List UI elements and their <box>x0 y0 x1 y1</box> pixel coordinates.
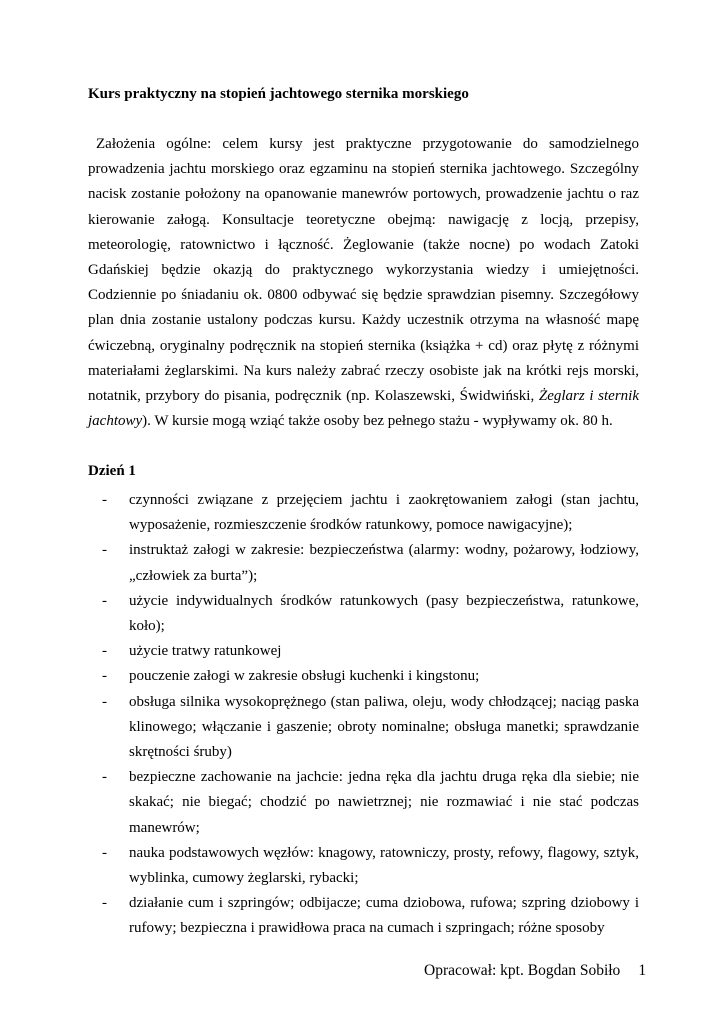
list-item <box>88 891 639 941</box>
intro-paragraph <box>88 132 639 434</box>
list-item-text: użycie indywidualnych środków ratunkowych (pasy bezpieczeństwa, ratunkowe, koło); <box>129 592 639 635</box>
bullet-dash: - <box>102 895 107 912</box>
list-item-text: instruktaż załogi w zakresie: bezpieczeństwa (alarmy: wodny, pożarowy, łodziowy, „człowiek za burta”); <box>129 542 639 584</box>
bullet-dash: - <box>102 668 107 685</box>
list-item-text: obsługa silnika wysokoprężnego (stan paliwa, oleju, wody chłodzącej; naciąg paska klinowego; włączanie i gaszenie; obroty nominalne; obsługa manetki; sprawdzanie skrętności śruby) <box>129 693 639 761</box>
page-footer <box>424 962 646 980</box>
bullet-dash: - <box>102 693 107 710</box>
bullet-dash: - <box>102 844 107 861</box>
list-item <box>88 841 639 891</box>
list-item-text: czynności związane z przejęciem jachtu i zaokrętowaniem załogi (stan jachtu, wyposażenie, rozmieszczenie środków ratunkowy, pomoce nawigacyjne); <box>129 492 639 534</box>
list-item-text: nauka podstawowych węzłów: knagowy, ratowniczy, prosty, refowy, flagowy, sztyk, wyblinka, cumowy żeglarski, rybacki; <box>129 844 639 887</box>
list-item <box>88 488 639 538</box>
bullet-dash: - <box>102 492 107 508</box>
book-title: Żeglarz i sternik jachtowy <box>88 388 639 430</box>
page-number: 1 <box>638 962 647 979</box>
document-title: Kurs praktyczny na stopień jachtowego sternika morskiego <box>88 86 469 102</box>
bullet-dash: - <box>102 643 107 660</box>
list-item <box>88 690 639 766</box>
bullet-dash: - <box>102 769 107 786</box>
intro-text: Założenia ogólne: celem kursy jest praktyczne przygotowanie do samodzielnego prowadzenia jachtu morskiego oraz egzaminu na stopień sternika jachtowego. Szczególny nacisk zostanie położony na opanowanie manewrów portowych, prowadzenie jachtu o raz kierowanie załogą. Konsultacje teoretyczne obejmą: nawigację z locją, przepisy, meteorologię, ratownictwo i łączność. Żeglowanie (także nocne) po wodach Zatoki Gdańskiej będzie okazją do praktycznego wykorzystania wiedzy i umiejętności. Codziennie po śniadaniu ok. 0800 odbywać się będzie sprawdzian pisemny. Szczegółowy plan dnia zostanie ustalony podczas kursu. Każdy uczestnik otrzyma na własność mapę ćwiczebną, oryginalny podręcznik na stopień sternika (książka + cd) oraz płytę z różnymi materiałami żeglarskimi. Na kurs należy zabrać rzeczy osobiste jak na krótki rejs morski, notatnik, przybory do pisania, podręcznik (np. Kolaszewski, Świdwiński, <box>88 136 639 405</box>
day-1-heading: Dzień 1 <box>88 463 136 479</box>
bullet-dash: - <box>102 542 107 559</box>
list-item-text: użycie tratwy ratunkowej <box>129 643 282 660</box>
list-item <box>88 765 639 841</box>
list-item <box>88 639 639 664</box>
bullet-dash: - <box>102 592 107 609</box>
list-item-text: pouczenie załogi w zakresie obsługi kuchenki i kingstonu; <box>129 668 480 685</box>
day-1-list <box>88 488 639 942</box>
footer-author: Opracował: kpt. Bogdan Sobiło <box>424 962 621 979</box>
intro-text-end: ). W kursie mogą wziąć także osoby bez pełnego stażu - wypływamy ok. 80 h. <box>142 413 613 430</box>
list-item-text: działanie cum i szpringów; odbijacze; cuma dziobowa, rufowa; szpring dziobowy i rufowy; bezpieczna i prawidłowa praca na cumach i szpringach; różne sposoby <box>129 895 639 937</box>
list-item <box>88 538 639 588</box>
list-item <box>88 664 639 689</box>
list-item-text: bezpieczne zachowanie na jachcie: jedna ręka dla jachtu druga ręka dla siebie; nie skakać; nie biegać; chodzić po nawietrznej; nie rozmawiać i nie stać podczas manewrów; <box>129 769 639 836</box>
list-item <box>88 589 639 639</box>
